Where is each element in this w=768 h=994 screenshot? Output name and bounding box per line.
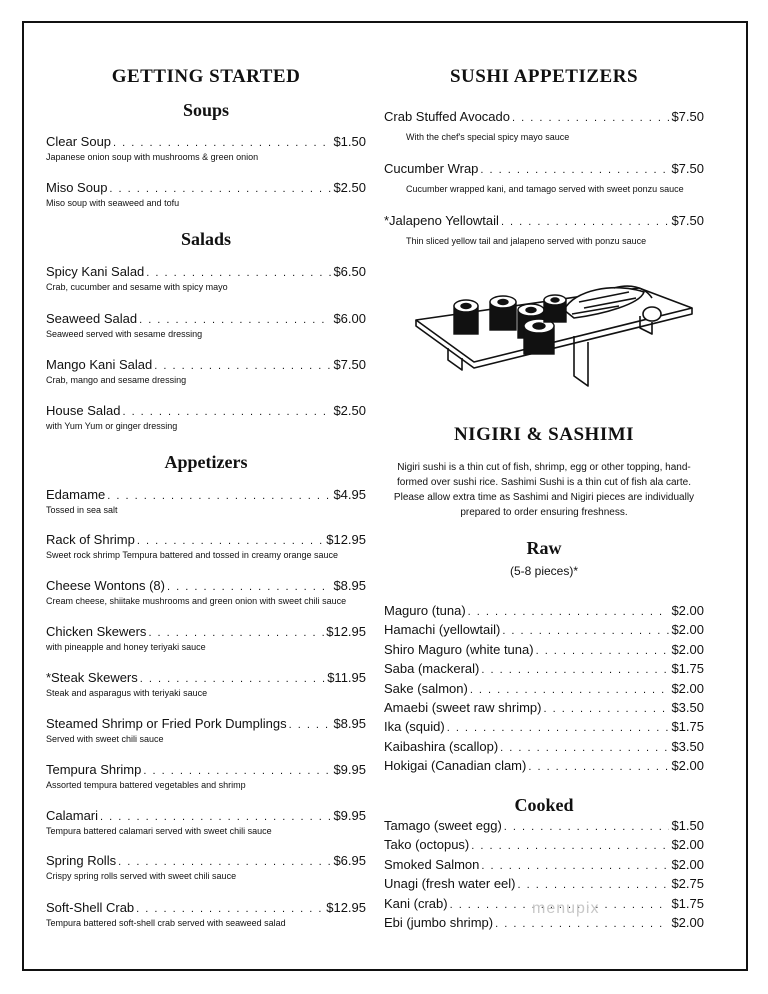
item-name: Shiro Maguro (white tuna) [384,642,534,657]
item-name: Calamari [46,808,99,823]
item-name: Unagi (fresh water eel) [384,876,516,891]
item-name: *Jalapeno Yellowtail [384,213,499,228]
item-name: Spring Rolls [46,853,117,868]
item-price: $2.00 [671,603,704,618]
list-item [384,622,704,639]
item-name: Crab Stuffed Avocado [384,109,511,124]
item-name: Cheese Wontons (8) [46,578,165,593]
item-price: $1.50 [333,134,366,149]
intro-line: Please allow extra time as Sashimi and Nigiri pieces are individually [393,492,695,503]
item-name: Saba (mackeral) [384,661,480,676]
item-desc: with pineapple and honey teriyaki sauce [46,642,206,652]
item-name: Chicken Skewers [46,624,147,639]
menu-item [46,578,366,607]
list-item [384,681,704,698]
item-price: $3.50 [671,739,704,754]
menu-item [46,403,366,432]
menu-item [46,670,366,699]
item-desc: Steak and asparagus with teriyaki sauce [46,688,208,698]
list-item [384,739,704,756]
item-price: $8.95 [333,578,366,593]
menu-item [46,900,366,929]
item-desc: Cucumber wrapped kani, and tamago served with sweet ponzu sauce [406,184,684,194]
item-price: $2.50 [333,180,366,195]
item-name: Kani (crab) [384,896,448,911]
item-price: $1.75 [671,896,704,911]
item-desc: Miso soup with seaweed and tofu [46,198,180,208]
item-price: $2.00 [671,837,704,852]
item-name: *Steak Skewers [46,670,138,685]
cooked-heading: Cooked [514,795,574,815]
item-name: Tako (octopus) [384,837,470,852]
item-desc: With the chef's special spicy mayo sauce [406,132,570,142]
item-name: Tamago (sweet egg) [384,818,502,833]
item-name: Steamed Shrimp or Fried Pork Dumplings [46,716,287,731]
menu-item [46,264,366,293]
item-price: $7.50 [333,357,366,372]
item-name: Spicy Kani Salad [46,264,145,279]
menu-item [46,853,366,882]
item-name: Miso Soup [46,180,108,195]
menu-item [46,624,366,653]
raw-heading: Raw [526,538,562,558]
list-item [384,876,704,893]
sushi-appetizers-title: SUSHI APPETIZERS [449,66,639,87]
item-price: $11.95 [327,670,366,685]
item-price: $7.50 [671,109,704,124]
soups-heading: Soups [182,100,230,120]
list-item [384,661,704,678]
appetizers-heading: Appetizers [164,452,248,472]
menu-item [46,180,366,209]
list-item [384,758,704,775]
item-name: Soft-Shell Crab [46,900,135,915]
item-desc: Cream cheese, shiitake mushrooms and green onion with sweet chili sauce [46,596,347,606]
menu-item [384,109,704,143]
nigiri-sashimi-title: NIGIRI & SASHIMI [453,424,635,445]
menu-item [384,213,704,247]
item-desc: Japanese onion soup with mushrooms & green onion [46,152,259,162]
item-name: Smoked Salmon [384,857,480,872]
list-item [384,642,704,659]
menu-item [46,808,366,837]
menu-item [384,161,704,195]
item-name: Mango Kani Salad [46,357,153,372]
menu-item [46,762,366,791]
sushi-board-illustration [414,270,694,395]
item-price: $7.50 [671,213,704,228]
item-price: $3.50 [671,700,704,715]
list-item [384,700,704,717]
item-name: Cucumber Wrap [384,161,479,176]
intro-line: formed over sushi rice. Sashimi Sushi is a thin cut of fish ala carte. [396,477,691,488]
item-price: $1.75 [671,661,704,676]
item-name: Seaweed Salad [46,311,138,326]
item-price: $8.95 [333,716,366,731]
item-desc: Assorted tempura battered vegetables and shrimp [46,780,246,790]
item-desc: Crab, cucumber and sesame with spicy mayo [46,282,228,292]
item-price: $2.75 [671,876,704,891]
item-price: $12.95 [326,624,366,639]
item-price: $9.95 [333,762,366,777]
item-name: Ebi (jumbo shrimp) [384,915,494,930]
item-price: $2.00 [671,622,704,637]
item-desc: Tempura battered calamari served with sweet chili sauce [46,826,272,836]
item-name: Rack of Shrimp [46,532,135,547]
raw-subheading: (5-8 pieces)* [509,564,579,578]
item-desc: Served with sweet chili sauce [46,734,164,744]
item-price: $1.50 [671,818,704,833]
intro-line: prepared to order ensuring freshness. [460,507,628,518]
item-price: $1.75 [671,719,704,734]
salads-heading: Salads [180,229,232,249]
item-name: Tempura Shrimp [46,762,142,777]
item-desc: Sweet rock shrimp Tempura battered and tossed in creamy orange sauce [46,550,338,560]
item-name: Maguro (tuna) [384,603,466,618]
menu-item [46,487,366,516]
item-price: $2.00 [671,915,704,930]
item-price: $7.50 [671,161,704,176]
item-name: Edamame [46,487,106,502]
item-name: Ika (squid) [384,719,445,734]
menu-item [46,357,366,386]
watermark-text: menupix [532,900,600,917]
item-desc: Seaweed served with sesame dressing [46,329,203,339]
item-price: $12.95 [326,532,366,547]
menu-item [46,532,366,561]
item-desc: Crab, mango and sesame dressing [46,375,187,385]
list-item [384,857,704,874]
list-item [384,719,704,736]
list-item [384,603,704,620]
item-price: $2.00 [671,857,704,872]
item-price: $2.50 [333,403,366,418]
menu-item [46,134,366,163]
item-name: Sake (salmon) [384,681,468,696]
item-price: $2.00 [671,758,704,773]
getting-started-title: GETTING STARTED [111,66,301,87]
item-name: Amaebi (sweet raw shrimp) [384,700,542,715]
item-desc: Tempura battered soft-shell crab served with seaweed salad [46,918,286,928]
item-price: $6.95 [333,853,366,868]
item-price: $2.00 [671,681,704,696]
item-price: $6.50 [333,264,366,279]
item-price: $2.00 [671,642,704,657]
list-item [384,818,704,835]
item-price: $4.95 [333,487,366,502]
item-name: Hokigai (Canadian clam) [384,758,527,773]
item-desc: Tossed in sea salt [46,505,118,515]
item-price: $12.95 [326,900,366,915]
nigiri-intro [384,460,704,520]
menu-item [46,716,366,745]
item-price: $6.00 [333,311,366,326]
item-name: Kaibashira (scallop) [384,739,499,754]
menu-item [46,311,366,340]
item-price: $9.95 [333,808,366,823]
item-name: House Salad [46,403,121,418]
list-item [384,837,704,854]
item-desc: Crispy spring rolls served with sweet chili sauce [46,871,237,881]
intro-line: Nigiri sushi is a thin cut of fish, shrimp, egg or other topping, hand- [397,462,691,473]
item-desc: with Yum Yum or ginger dressing [46,421,178,431]
item-name: Hamachi (yellowtail) [384,622,501,637]
item-name: Clear Soup [46,134,112,149]
item-desc: Thin sliced yellow tail and jalapeno served with ponzu sauce [406,236,647,246]
